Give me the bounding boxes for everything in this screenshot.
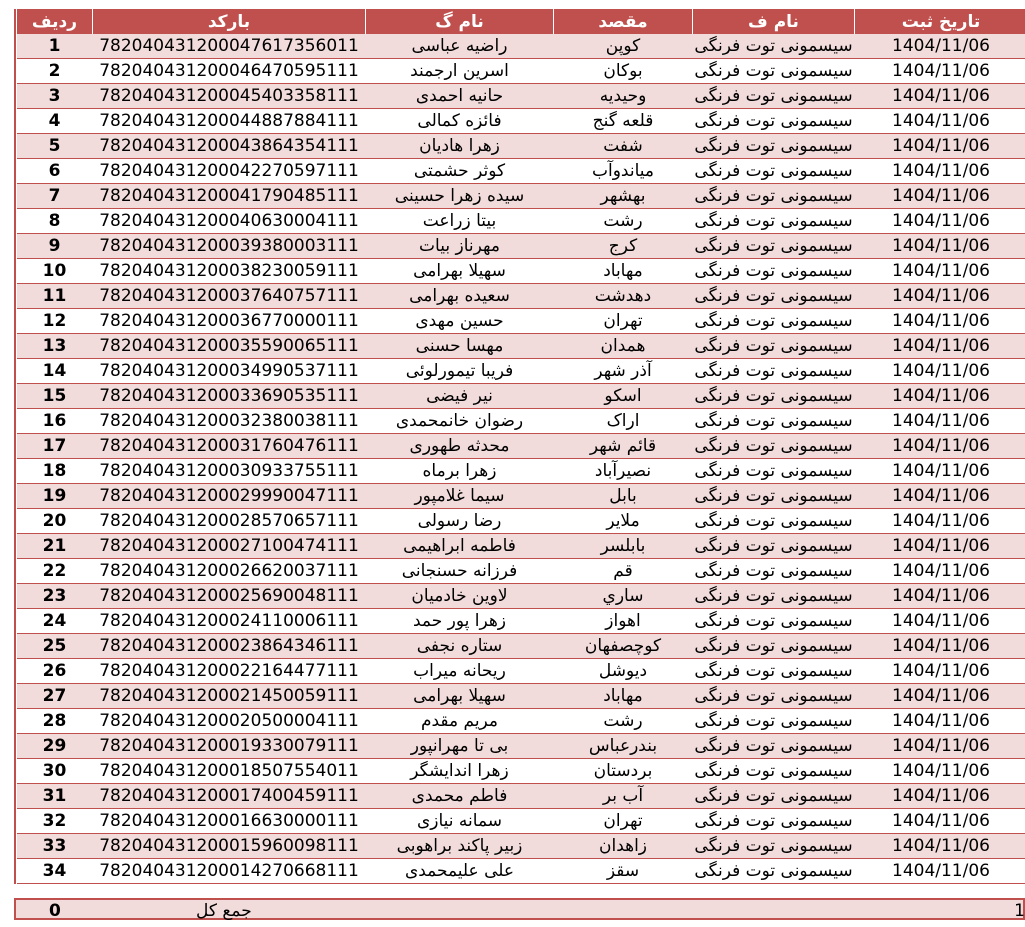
date-cell[interactable]: 1404/11/06 [855,409,1025,434]
date-cell[interactable]: 1404/11/06 [855,159,1025,184]
last-name-cell[interactable]: سیما غلامپور [366,484,554,509]
date-cell[interactable]: 1404/11/06 [855,759,1025,784]
last-name-cell[interactable]: سهیلا بهرامی [366,259,554,284]
barcode-cell[interactable]: 782040431200033690535111 [93,384,366,409]
last-name-cell[interactable]: ریحانه میراب [366,659,554,684]
first-name-cell[interactable]: سیسمونی توت فرنگی [693,84,855,109]
first-name-cell[interactable]: سیسمونی توت فرنگی [693,334,855,359]
barcode-cell[interactable]: 782040431200039380003111 [93,234,366,259]
row-number-cell[interactable]: 21 [17,534,93,559]
barcode-cell[interactable]: 782040431200027100474111 [93,534,366,559]
last-name-cell[interactable]: زبیر پاکند براهوبی [366,834,554,859]
table-row[interactable] [17,234,1025,259]
destination-cell[interactable]: اهواز [554,609,693,634]
barcode-cell[interactable]: 782040431200037640757111 [93,284,366,309]
last-name-cell[interactable]: بی تا مهرانپور [366,734,554,759]
date-cell[interactable]: 1404/11/06 [855,84,1025,109]
last-name-cell[interactable]: محدثه طهوری [366,434,554,459]
table-row[interactable] [17,559,1025,584]
destination-cell[interactable]: مهاباد [554,259,693,284]
row-number-cell[interactable]: 14 [17,359,93,384]
table-row[interactable] [17,184,1025,209]
date-cell[interactable]: 1404/11/06 [855,459,1025,484]
barcode-cell[interactable]: 782040431200034990537111 [93,359,366,384]
table-row[interactable] [17,534,1025,559]
row-number-cell[interactable]: 6 [17,159,93,184]
row-number-cell[interactable]: 29 [17,734,93,759]
table-row[interactable] [17,84,1025,109]
table-row[interactable] [17,509,1025,534]
table-row[interactable] [17,709,1025,734]
destination-cell[interactable]: اراک [554,409,693,434]
table-row[interactable] [17,359,1025,384]
first-name-cell[interactable]: سیسمونی توت فرنگی [693,584,855,609]
row-number-cell[interactable]: 22 [17,559,93,584]
destination-cell[interactable]: ساري [554,584,693,609]
date-cell[interactable]: 1404/11/06 [855,609,1025,634]
last-name-cell[interactable]: زهرا هادیان [366,134,554,159]
date-cell[interactable]: 1404/11/06 [855,234,1025,259]
barcode-cell[interactable]: 782040431200040630004111 [93,209,366,234]
first-name-cell[interactable]: سیسمونی توت فرنگی [693,734,855,759]
last-name-cell[interactable]: اسرین ارجمند [366,59,554,84]
row-number-cell[interactable]: 19 [17,484,93,509]
first-name-cell[interactable]: سیسمونی توت فرنگی [693,809,855,834]
last-name-cell[interactable]: سعیده بهرامی [366,284,554,309]
date-cell[interactable]: 1404/11/06 [855,109,1025,134]
barcode-cell[interactable]: 782040431200021450059111 [93,684,366,709]
date-cell[interactable]: 1404/11/06 [855,259,1025,284]
last-name-cell[interactable]: ستاره نجفی [366,634,554,659]
destination-cell[interactable]: مهاباد [554,684,693,709]
last-name-cell[interactable]: حانیه احمدی [366,84,554,109]
row-number-cell[interactable]: 9 [17,234,93,259]
row-number-cell[interactable]: 33 [17,834,93,859]
barcode-cell[interactable]: 782040431200014270668111 [93,859,366,884]
table-row[interactable] [17,834,1025,859]
destination-cell[interactable]: سقز [554,859,693,884]
first-name-cell[interactable]: سیسمونی توت فرنگی [693,184,855,209]
destination-cell[interactable]: کرج [554,234,693,259]
parcel-table [16,9,1025,884]
row-number-cell[interactable]: 2 [17,59,93,84]
date-cell[interactable]: 1404/11/06 [855,809,1025,834]
date-cell[interactable]: 1404/11/06 [855,384,1025,409]
first-name-cell[interactable]: سیسمونی توت فرنگی [693,384,855,409]
row-number-cell[interactable]: 26 [17,659,93,684]
row-number-cell[interactable]: 7 [17,184,93,209]
header-first-name[interactable]: نام ف [693,9,855,34]
row-number-cell[interactable]: 27 [17,684,93,709]
destination-cell[interactable]: تهران [554,309,693,334]
first-name-cell[interactable]: سیسمونی توت فرنگی [693,409,855,434]
last-name-cell[interactable]: سهیلا بهرامی [366,684,554,709]
destination-cell[interactable]: بندرعباس [554,734,693,759]
first-name-cell[interactable]: سیسمونی توت فرنگی [693,659,855,684]
last-name-cell[interactable]: فاطم محمدی [366,784,554,809]
destination-cell[interactable]: دهدشت [554,284,693,309]
date-cell[interactable]: 1404/11/06 [855,859,1025,884]
first-name-cell[interactable]: سیسمونی توت فرنگی [693,634,855,659]
destination-cell[interactable]: بهشهر [554,184,693,209]
first-name-cell[interactable]: سیسمونی توت فرنگی [693,109,855,134]
row-number-cell[interactable]: 18 [17,459,93,484]
destination-cell[interactable]: آب بر [554,784,693,809]
date-cell[interactable]: 1404/11/06 [855,59,1025,84]
table-row[interactable] [17,34,1025,59]
date-cell[interactable]: 1404/11/06 [855,434,1025,459]
last-name-cell[interactable]: رضوان خانمحمدی [366,409,554,434]
row-number-cell[interactable]: 11 [17,284,93,309]
date-cell[interactable]: 1404/11/06 [855,284,1025,309]
last-name-cell[interactable]: سمانه نیازی [366,809,554,834]
date-cell[interactable]: 1404/11/06 [855,534,1025,559]
last-name-cell[interactable]: حسین مهدی [366,309,554,334]
barcode-cell[interactable]: 782040431200035590065111 [93,334,366,359]
last-name-cell[interactable]: علی علیمحمدی [366,859,554,884]
table-row[interactable] [17,59,1025,84]
row-number-cell[interactable]: 13 [17,334,93,359]
first-name-cell[interactable]: سیسمونی توت فرنگی [693,534,855,559]
last-name-cell[interactable]: فائزه کمالی [366,109,554,134]
table-row[interactable] [17,109,1025,134]
date-cell[interactable]: 1404/11/06 [855,184,1025,209]
first-name-cell[interactable]: سیسمونی توت فرنگی [693,259,855,284]
barcode-cell[interactable]: 782040431200045403358111 [93,84,366,109]
last-name-cell[interactable]: فریبا تیمورلوئی [366,359,554,384]
destination-cell[interactable]: اسکو [554,384,693,409]
barcode-cell[interactable]: 782040431200041790485111 [93,184,366,209]
first-name-cell[interactable]: سیسمونی توت فرنگی [693,459,855,484]
table-body [17,34,1025,884]
barcode-cell[interactable]: 782040431200046470595111 [93,59,366,84]
row-number-cell[interactable]: 23 [17,584,93,609]
header-row-number[interactable]: ردیف [17,9,93,34]
last-name-cell[interactable]: نیر فیضی [366,384,554,409]
header-date[interactable]: تاریخ ثبت [855,9,1025,34]
table-row[interactable] [17,734,1025,759]
destination-cell[interactable]: رشت [554,709,693,734]
date-cell[interactable]: 1404/11/06 [855,484,1025,509]
barcode-cell[interactable]: 782040431200019330079111 [93,734,366,759]
row-number-cell[interactable]: 34 [17,859,93,884]
table-row[interactable] [17,284,1025,309]
table-row[interactable] [17,759,1025,784]
barcode-cell[interactable]: 782040431200022164477111 [93,659,366,684]
row-number-cell[interactable]: 30 [17,759,93,784]
table-row[interactable] [17,459,1025,484]
first-name-cell[interactable]: سیسمونی توت فرنگی [693,59,855,84]
table-row[interactable] [17,784,1025,809]
destination-cell[interactable]: قم [554,559,693,584]
first-name-cell[interactable]: سیسمونی توت فرنگی [693,159,855,184]
last-name-cell[interactable]: لاوین خادمیان [366,584,554,609]
destination-cell[interactable]: کوچصفهان [554,634,693,659]
barcode-cell[interactable]: 782040431200031760476111 [93,434,366,459]
row-number-cell[interactable]: 20 [17,509,93,534]
first-name-cell[interactable]: سیسمونی توت فرنگی [693,134,855,159]
date-cell[interactable]: 1404/11/06 [855,709,1025,734]
first-name-cell[interactable]: سیسمونی توت فرنگی [693,284,855,309]
table-row[interactable] [17,484,1025,509]
header-destination[interactable]: مقصد [554,9,693,34]
barcode-cell[interactable]: 782040431200015960098111 [93,834,366,859]
destination-cell[interactable]: رشت [554,209,693,234]
first-name-cell[interactable]: سیسمونی توت فرنگی [693,559,855,584]
destination-cell[interactable]: بوکان [554,59,693,84]
row-number-cell[interactable]: 25 [17,634,93,659]
last-name-cell[interactable]: زهرا پور حمد [366,609,554,634]
barcode-cell[interactable]: 782040431200044887884111 [93,109,366,134]
date-cell[interactable]: 1404/11/06 [855,209,1025,234]
row-number-cell[interactable]: 4 [17,109,93,134]
first-name-cell[interactable]: سیسمونی توت فرنگی [693,609,855,634]
first-name-cell[interactable]: سیسمونی توت فرنگی [693,434,855,459]
destination-cell[interactable]: بابل [554,484,693,509]
date-cell[interactable]: 1404/11/06 [855,659,1025,684]
last-name-cell[interactable]: کوثر حشمتی [366,159,554,184]
row-number-cell[interactable]: 8 [17,209,93,234]
header-last-name[interactable]: نام گ [366,9,554,34]
barcode-cell[interactable]: 782040431200042270597111 [93,159,366,184]
date-cell[interactable]: 1404/11/06 [855,784,1025,809]
first-name-cell[interactable]: سیسمونی توت فرنگی [693,34,855,59]
destination-cell[interactable]: نصیرآباد [554,459,693,484]
table-row[interactable] [17,409,1025,434]
first-name-cell[interactable]: سیسمونی توت فرنگی [693,684,855,709]
barcode-cell[interactable]: 782040431200036770000111 [93,309,366,334]
destination-cell[interactable]: ملایر [554,509,693,534]
date-cell[interactable]: 1404/11/06 [855,634,1025,659]
last-name-cell[interactable]: مهسا حسنی [366,334,554,359]
barcode-cell[interactable]: 782040431200018507554011 [93,759,366,784]
total-count[interactable]: 0 [49,901,61,921]
first-name-cell[interactable]: سیسمونی توت فرنگی [693,709,855,734]
first-name-cell[interactable]: سیسمونی توت فرنگی [693,484,855,509]
date-cell[interactable]: 1404/11/06 [855,834,1025,859]
barcode-cell[interactable]: 782040431200017400459111 [93,784,366,809]
first-name-cell[interactable]: سیسمونی توت فرنگی [693,234,855,259]
date-cell[interactable]: 1404/11/06 [855,334,1025,359]
first-name-cell[interactable]: سیسمونی توت فرنگی [693,209,855,234]
date-cell[interactable]: 1404/11/06 [855,584,1025,609]
row-number-cell[interactable]: 10 [17,259,93,284]
destination-cell[interactable]: بابلسر [554,534,693,559]
table-row[interactable] [17,159,1025,184]
parcel-table-container [14,9,1025,884]
last-name-cell[interactable]: بیتا زراعت [366,209,554,234]
row-number-cell[interactable]: 15 [17,384,93,409]
date-cell[interactable]: 1404/11/06 [855,134,1025,159]
barcode-cell[interactable]: 782040431200032380038111 [93,409,366,434]
date-cell[interactable]: 1404/11/06 [855,509,1025,534]
destination-cell[interactable]: همدان [554,334,693,359]
first-name-cell[interactable]: سیسمونی توت فرنگی [693,359,855,384]
barcode-cell[interactable]: 782040431200024110006111 [93,609,366,634]
row-number-cell[interactable]: 32 [17,809,93,834]
total-row [14,898,1025,920]
date-cell[interactable]: 1404/11/06 [855,34,1025,59]
table-row[interactable] [17,609,1025,634]
destination-cell[interactable]: بردستان [554,759,693,784]
total-label: جمع کل [196,901,252,921]
table-row[interactable] [17,584,1025,609]
destination-cell[interactable]: میاندوآب [554,159,693,184]
barcode-cell[interactable]: 782040431200030933755111 [93,459,366,484]
row-number-cell[interactable]: 28 [17,709,93,734]
barcode-cell[interactable]: 782040431200038230059111 [93,259,366,284]
first-name-cell[interactable]: سیسمونی توت فرنگی [693,834,855,859]
destination-cell[interactable]: آذر شهر [554,359,693,384]
date-cell[interactable]: 1404/11/06 [855,309,1025,334]
barcode-cell[interactable]: 782040431200020500004111 [93,709,366,734]
barcode-cell[interactable]: 782040431200047617356011 [93,34,366,59]
barcode-cell[interactable]: 782040431200043864354111 [93,134,366,159]
total-edge-value[interactable]: 1 [1014,901,1025,921]
barcode-cell[interactable]: 782040431200023864346111 [93,634,366,659]
date-cell[interactable]: 1404/11/06 [855,684,1025,709]
destination-cell[interactable]: قائم شهر [554,434,693,459]
destination-cell[interactable]: تهران [554,809,693,834]
last-name-cell[interactable]: فاطمه ابراهیمی [366,534,554,559]
date-cell[interactable]: 1404/11/06 [855,559,1025,584]
table-row[interactable] [17,809,1025,834]
table-row[interactable] [17,134,1025,159]
table-row[interactable] [17,334,1025,359]
destination-cell[interactable]: شفت [554,134,693,159]
first-name-cell[interactable]: سیسمونی توت فرنگی [693,759,855,784]
table-row[interactable] [17,859,1025,884]
row-number-cell[interactable]: 1 [17,34,93,59]
destination-cell[interactable]: وحیدیه [554,84,693,109]
row-number-cell[interactable]: 17 [17,434,93,459]
last-name-cell[interactable]: فرزانه حسنجانی [366,559,554,584]
first-name-cell[interactable]: سیسمونی توت فرنگی [693,859,855,884]
table-row[interactable] [17,684,1025,709]
barcode-cell[interactable]: 782040431200016630000111 [93,809,366,834]
first-name-cell[interactable]: سیسمونی توت فرنگی [693,309,855,334]
row-number-cell[interactable]: 3 [17,84,93,109]
first-name-cell[interactable]: سیسمونی توت فرنگی [693,509,855,534]
last-name-cell[interactable]: سیده زهرا حسینی [366,184,554,209]
row-number-cell[interactable]: 5 [17,134,93,159]
destination-cell[interactable]: زاهدان [554,834,693,859]
destination-cell[interactable]: قلعه گنج [554,109,693,134]
header-barcode[interactable]: بارکد [93,9,366,34]
row-number-cell[interactable]: 31 [17,784,93,809]
destination-cell[interactable]: دیوشل [554,659,693,684]
last-name-cell[interactable]: زهرا اندایشگر [366,759,554,784]
barcode-cell[interactable]: 782040431200029990047111 [93,484,366,509]
last-name-cell[interactable]: زهرا برماه [366,459,554,484]
last-name-cell[interactable]: راضیه عباسی [366,34,554,59]
last-name-cell[interactable]: مریم مقدم [366,709,554,734]
first-name-cell[interactable]: سیسمونی توت فرنگی [693,784,855,809]
destination-cell[interactable]: کوپن [554,34,693,59]
row-number-cell[interactable]: 24 [17,609,93,634]
row-number-cell[interactable]: 16 [17,409,93,434]
table-row[interactable] [17,309,1025,334]
table-row[interactable] [17,384,1025,409]
table-row[interactable] [17,634,1025,659]
table-row[interactable] [17,434,1025,459]
table-row[interactable] [17,209,1025,234]
header-row [17,9,1025,34]
date-cell[interactable]: 1404/11/06 [855,359,1025,384]
barcode-cell[interactable]: 782040431200028570657111 [93,509,366,534]
table-row[interactable] [17,659,1025,684]
last-name-cell[interactable]: رضا رسولی [366,509,554,534]
row-number-cell[interactable]: 12 [17,309,93,334]
barcode-cell[interactable]: 782040431200025690048111 [93,584,366,609]
last-name-cell[interactable]: مهرناز بیات [366,234,554,259]
barcode-cell[interactable]: 782040431200026620037111 [93,559,366,584]
date-cell[interactable]: 1404/11/06 [855,734,1025,759]
table-row[interactable] [17,259,1025,284]
